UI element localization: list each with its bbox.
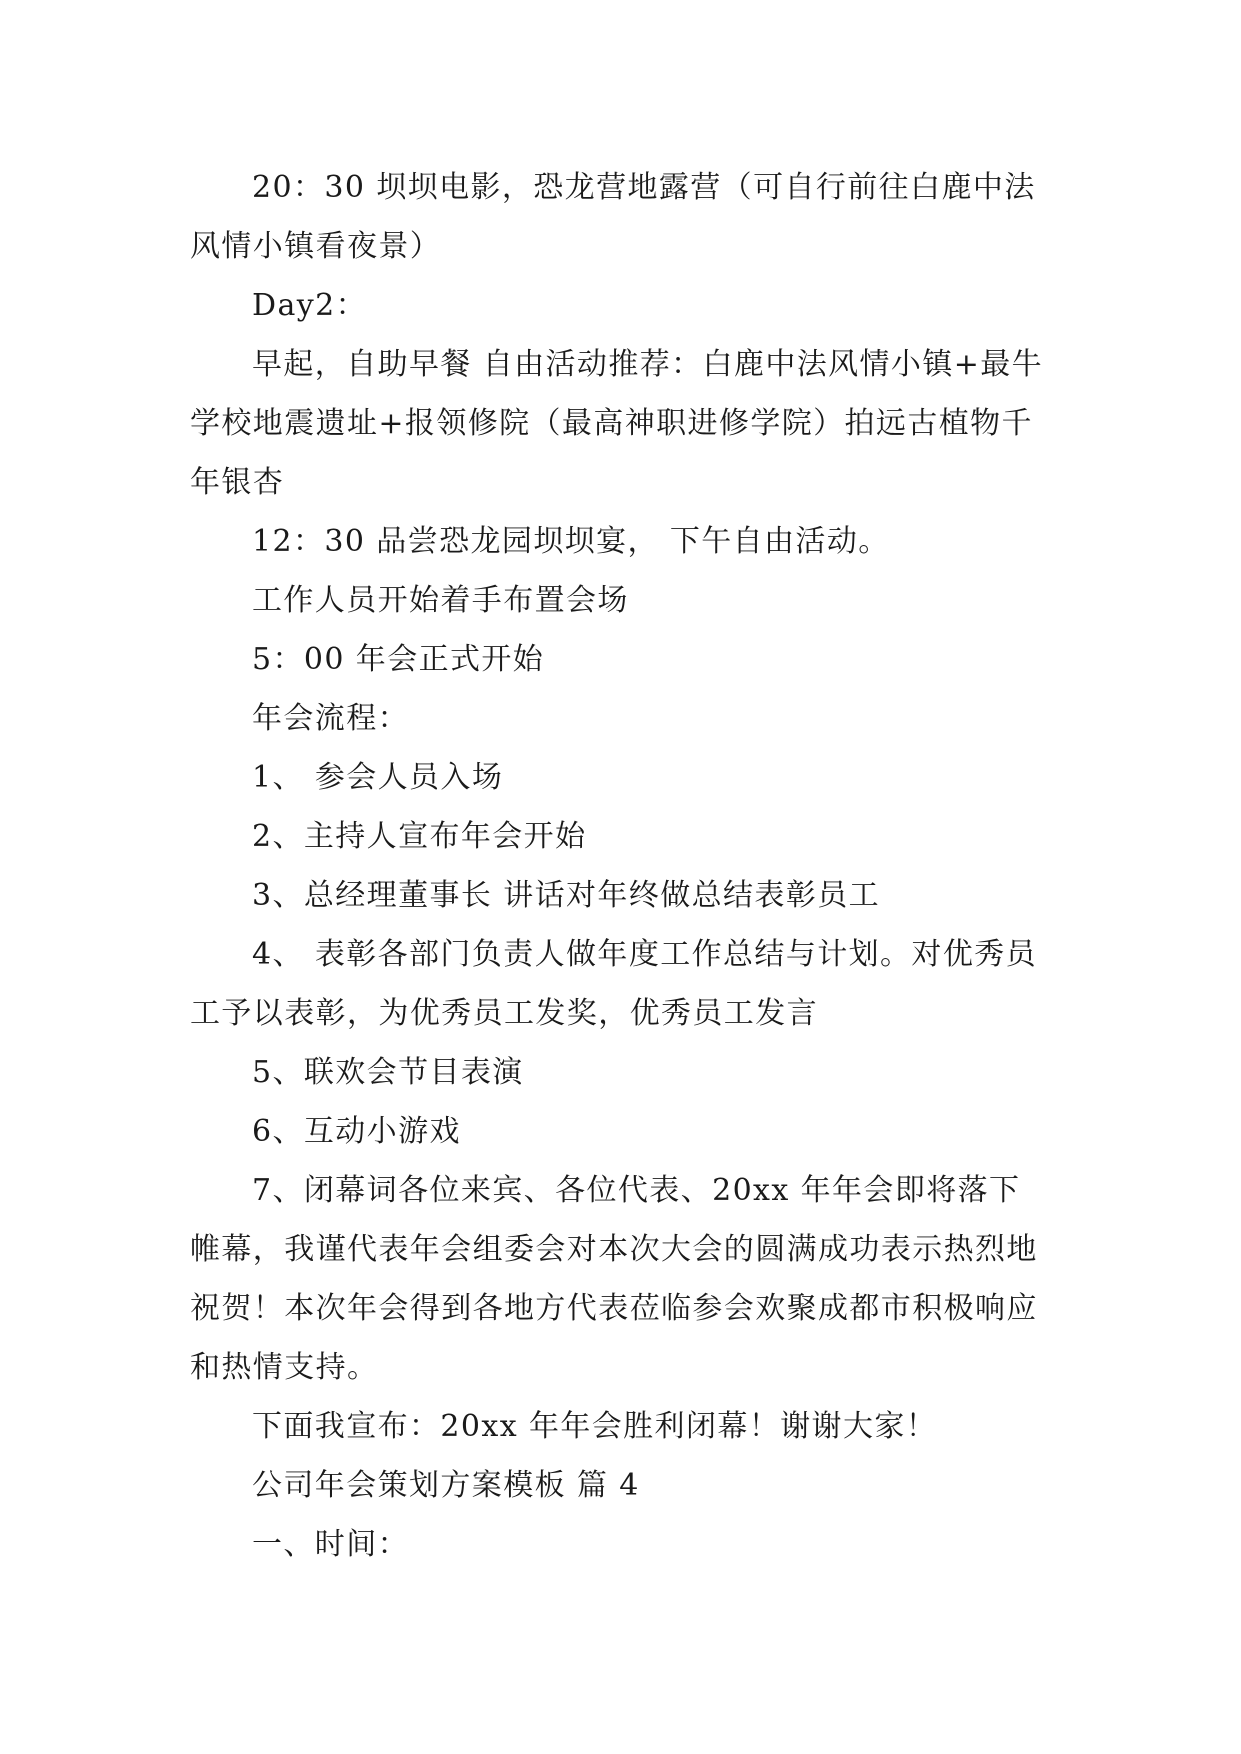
agenda-item-7: 7、闭幕词各位来宾、各位代表、20xx 年年会即将落下帷幕，我谨代表年会组委会对本次大会的圆满成功表示热烈地祝贺！本次年会得到各地方代表莅临参会欢聚成都市积极响应和热情支持。	[190, 1173, 1038, 1385]
agenda-item-3: 3、总经理董事长 讲话对年终做总结表彰员工	[252, 878, 881, 913]
paragraph-closing: 下面我宣布：20xx 年年会胜利闭幕！谢谢大家！	[252, 1409, 938, 1444]
paragraph-evening-movie: 20：30 坝坝电影，恐龙营地露营（可自行前往白鹿中法风情小镇看夜景）	[190, 170, 1036, 264]
agenda-item-1: 1、 参会人员入场	[252, 760, 504, 795]
agenda-item-4: 4、 表彰各部门负责人做年度工作总结与计划。对优秀员工予以表彰，为优秀员工发奖，优秀员工发言	[190, 937, 1038, 1031]
paragraph-day2-heading: Day2：	[252, 288, 367, 323]
document-page	[190, 158, 1050, 1574]
paragraph-venue-setup: 工作人员开始着手布置会场	[252, 583, 629, 618]
agenda-item-6: 6、互动小游戏	[252, 1114, 461, 1149]
agenda-item-5: 5、联欢会节目表演	[252, 1055, 524, 1090]
section-heading-time: 一、时间：	[252, 1527, 409, 1562]
agenda-item-2: 2、主持人宣布年会开始	[252, 819, 587, 854]
paragraph-morning-activities: 早起，自助早餐 自由活动推荐：白鹿中法风情小镇+最牛学校地震遗址+报领修院（最高神职进修学院）拍远古植物千年银杏	[190, 347, 1044, 500]
paragraph-party-start: 5：00 年会正式开始	[252, 642, 545, 677]
paragraph-agenda-heading: 年会流程：	[252, 701, 409, 736]
section-heading-template-4: 公司年会策划方案模板 篇 4	[252, 1468, 640, 1503]
paragraph-lunch: 12：30 品尝恐龙园坝坝宴， 下午自由活动。	[252, 524, 890, 559]
